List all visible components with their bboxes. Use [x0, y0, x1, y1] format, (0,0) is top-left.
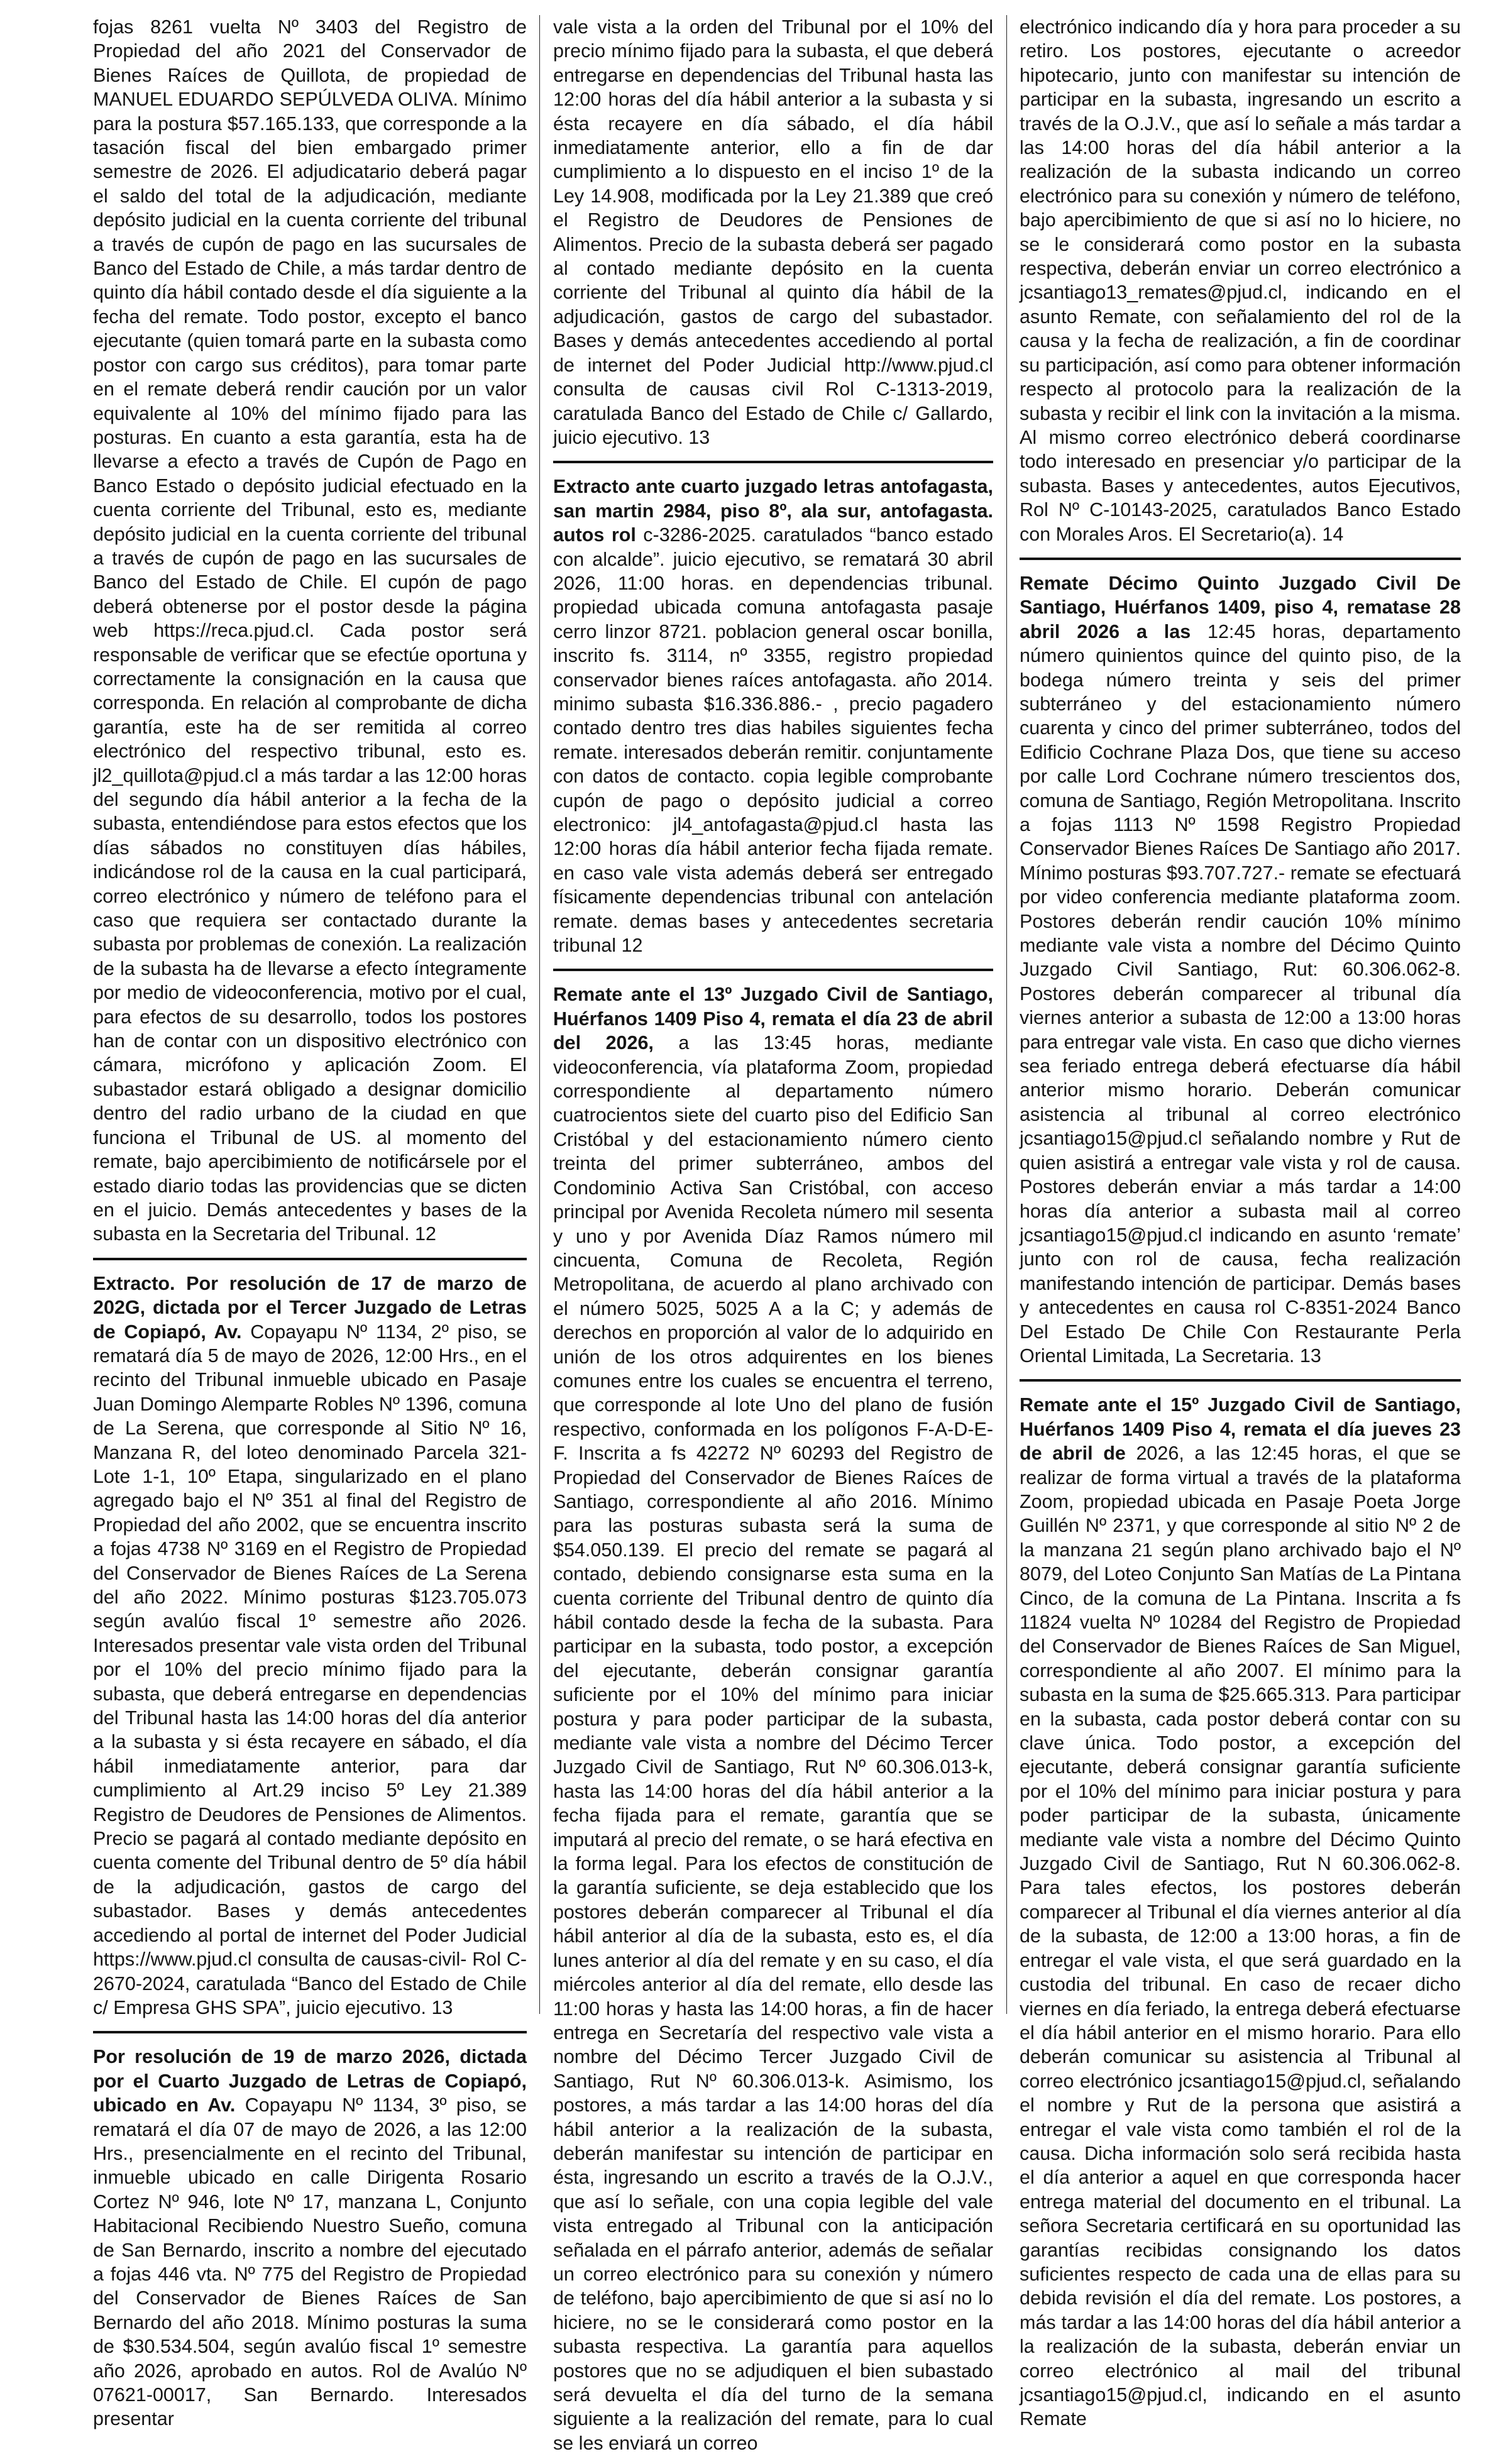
- notice-separator: [93, 1258, 527, 1260]
- notice-copiapo-tercer-juzgado: [93, 1272, 527, 2029]
- notice-separator: [93, 2031, 527, 2033]
- notice-separator: [553, 461, 993, 463]
- column-divider: [1006, 15, 1007, 2014]
- notice-body: Copayapu Nº 1134, 3º piso, se rematará el día 07 de mayo de 2026, a las 12:00 Hrs., presencialmente en el recinto del Tribunal, inmueble ubicado en calle Dirigenta Rosario Cortez Nº 946, lote Nº 17, manzana L, Conjunto Habitacional Recibiendo Nuestro Sueño, comuna de San Bernardo, inscrito a nombre del ejecutado a fojas 446 vta. Nº 775 del Registro de Propiedad del Conservador de Bienes Raíces de San Bernardo del año 2018. Mínimo posturas la suma de $30.534.504, según avalúo fiscal 1º semestre año 2026, aprobado en autos. Rol de Avalúo Nº 07621-00017, San Bernardo. Interesados presentar: [93, 2094, 527, 2430]
- notice-text: [93, 1272, 527, 2020]
- notice-body: 2026, a las 12:45 horas, el que se realizar de forma virtual a través de la plataforma Zoom, propiedad ubicada en Pasaje Poeta Jorge Guillén Nº 2371, y que corresponde al sitio Nº 2 de la manzana 21 según plano archivado bajo el Nº 8079, del Loteo Conjunto San Matías de La Pintana Cinco, de la comuna de La Pintana. Inscrita a fs 11824 vuelta Nº 10284 del Registro de Propiedad del Conservador de Bienes Raíces de San Miguel, correspondiente al año 2007. El mínimo para la subasta en la suma de $25.665.313. Para participar en la subasta, cada postor deberá contar con su clave única. Todo postor, a excepción del ejecutante, deberá consignar garantía suficiente por el 10% del mínimo para iniciar postura y para poder participar de la subasta, únicamente mediante vale vista a nombre del Décimo Quinto Juzgado Civil de Santiago, Rut N 60.306.062-8. Para tales efectos, los postores deberán comparecer al Tribunal el día viernes anterior al día de la subasta, de 12:00 a 13:00 horas, a fin de entregar el vale vista, el que será guardado en la custodia del tribunal. En caso de recaer dicho viernes en día feriado, la entrega deberá efectuarse el día hábil anterior en el mismo horario. Para ello deberán comunicar su asistencia al Tribunal al correo electrónico jcsantiago15@pjud.cl, señalando el nombre y Rut de la persona que asistirá a entregar el vale vista como también el rol de la causa. Dicha información solo será recibida hasta el día anterior a aquel en que corresponda hacer entrega material del documento en el tribunal. La señora Secretaria certificará en su oportunidad las garantías recibidas consignando los datos suficientes respecto de cada una de ellas para su debida revisión el día del remate. Los postores, a más tardar a las 14:00 horas del día hábil anterior a la realización de la subasta, deberán enviar un correo electrónico al mail del tribunal jcsantiago15@pjud.cl, indicando en el asunto Remate: [1020, 1443, 1461, 2430]
- notice-text: [553, 15, 993, 449]
- column-3: [1020, 15, 1461, 2430]
- notice-text: [553, 475, 993, 957]
- notice-separator: [1020, 558, 1461, 560]
- notice-lead: Remate ante el 13º Juzgado Civil de Santiago, Huérfanos 1409 Piso 4, remata el día 23 de abril del 2026,: [553, 984, 993, 1054]
- notice-quillota-continuation: [93, 15, 527, 1255]
- notice-13-juzgado-continuation: [1020, 15, 1461, 555]
- notice-text: [93, 2045, 527, 2431]
- notice-lead: Extracto ante cuarto juzgado letras antofagasta, san martin 2984, piso 8º, ala sur, antofagasta. autos rol: [553, 476, 993, 546]
- notice-text: [93, 15, 527, 1246]
- notice-body: Copayapu Nº 1134, 2º piso, se rematará día 5 de mayo de 2026, 12:00 Hrs., en el recinto del Tribunal inmueble ubicado en Pasaje Juan Domingo Alemparte Robles Nº 1396, comuna de La Serena, que corresponde al Sitio Nº 16, Manzana R, del loteo denominado Parcela 321-Lote 1-1, 10º Etapa, singularizado en el plano agregado bajo el Nº 351 al final del Registro de Propiedad del año 2002, que se encuentra inscrito a fojas 4738 Nº 3169 en el Registro de Propiedad del Conservador de Bienes Raíces de La Serena del año 2022. Mínimo posturas $123.705.073 según avalúo fiscal 1º semestre año 2026. Interesados presentar vale vista orden del Tribunal por el 10% del precio mínimo fijado para la subasta, que deberá entregarse en dependencias del Tribunal hasta las 14:00 horas del día anterior a la subasta y si ésta recayere en sábado, el día hábil inmediatamente anterior, para dar cumplimiento al Art.29 inciso 5º Ley 21.389 Registro de Deudores de Pensiones de Alimentos. Precio se pagará al contado mediante depósito en cuenta comente del Tribunal dentro de 5º día hábil de la adjudicación, gastos de cargo del subastador. Bases y demás antecedentes accediendo al portal de internet del Poder Judicial https://www.pjud.cl consulta de causas-civil- Rol C-2670-2024, caratulada “Banco del Estado de Chile c/ Empresa GHS SPA”, juicio ejecutivo. 13: [93, 1321, 527, 2018]
- notice-separator: [553, 969, 993, 971]
- notice-text: [553, 982, 993, 2455]
- notice-text: [1020, 15, 1461, 546]
- notice-copiapo-continuation: [553, 15, 993, 458]
- notice-13-juzgado-civil-santiago: [553, 982, 993, 2464]
- notice-text: [1020, 571, 1461, 1368]
- notice-body: electrónico indicando día y hora para proceder a su retiro. Los postores, ejecutante o acreedor hipotecario, junto con manifestar su intención de participar en la subasta, ingresando un escrito a través de la O.J.V., que así lo señale a más tardar a las 14:00 horas del día hábil anterior a la realización de la subasta indicando un correo electrónico para su conexión y número de teléfono, bajo apercibimiento de que si así no lo hiciere, no se le considerará como postor en la subasta respectiva, deberán enviar un correo electrónico a jcsantiago13_remates@pjud.cl, indicando en el asunto Remate, con señalamiento del rol de la causa y la fecha de realización, a fin de coordinar su participación, así como para obtener información respecto al protocolo para la realización de la subasta y recibir el link con la invitación a la misma. Al mismo correo electrónico deberá coordinarse todo interesado en presenciar y/o participar de la subasta. Bases y antecedentes, autos Ejecutivos, Rol Nº C-10143-2025, caratulados Banco Estado con Morales Aros. El Secretario(a). 14: [1020, 16, 1461, 545]
- notice-copiapo-cuarto-juzgado: [93, 2045, 527, 2440]
- notice-separator: [1020, 1379, 1461, 1382]
- notice-15-juzgado-civil-cochrane: [1020, 571, 1461, 1377]
- notice-text: [1020, 1393, 1461, 2431]
- notice-body: c-3286-2025. caratulados “banco estado con alcalde”. juicio ejecutivo, se rematará 30 abril 2026, 11:00 horas. en dependencias tribunal. propiedad ubicada comuna antofagasta pasaje cerro linzor 8721. poblacion general oscar bonilla, inscrito fs. 3114, nº 3355, registro propiedad conservador bienes raíces antofagasta. año 2014. minimo subasta $16.336.886.- , precio pagadero contado dentro tres dias habiles siguientes fecha remate. interesados deberán remitir. conjuntamente con datos de contacto. copia legible comprobante cupón de pago o depósito judicial a correo electronico: jl4_antofagasta@pjud.cl hasta las 12:00 horas día hábil anterior fecha fijada remate. en caso vale vista además deberá ser entregado físicamente dependencias tribunal con antelación remate. demas bases y antecedentes secretaria tribunal 12: [553, 524, 993, 957]
- notice-lead: Extracto. Por resolución de 17 de marzo de 202G, dictada por el Tercer Juzgado de Letras de Copiapó, Av.: [93, 1272, 527, 1343]
- notice-body: fojas 8261 vuelta Nº 3403 del Registro de Propiedad del año 2021 del Conservador de Bienes Raíces de Quillota, de propiedad de MANUEL EDUARDO SEPÚLVEDA OLIVA. Mínimo para la postura $57.165.133, que corresponde a la tasación fiscal del bien embargado primer semestre de 2026. El adjudicatario deberá pagar el saldo del total de la adjudicación, mediante depósito judicial en la cuenta corriente del tribunal a través de cupón de pago en las sucursales de Banco del Estado de Chile, a más tardar dentro de quinto día hábil contado desde el día siguiente a la fecha del remate. Todo postor, excepto el banco ejecutante (quien tomará parte en la subasta como postor con cargo sus créditos), para tomar parte en el remate deberá rendir caución por un valor equivalente al 10% del mínimo fijado para las posturas. En cuanto a esta garantía, esta ha de llevarse a efecto a través de Cupón de Pago en Banco Estado o depósito judicial efectuado en la cuenta corriente del Tribunal, esto es, mediante depósito judicial en la cuenta corriente del tribunal a través de cupón de pago en las sucursales de Banco del Estado de Chile. El cupón de pago deberá obtenerse por el postor desde la página web https://reca.pjud.cl. Cada postor será responsable de verificar que se efectúe oportuna y correctamente la consignación en la causa que corresponda. En relación al comprobante de dicha garantía, este ha de ser remitida al correo electrónico del respectivo tribunal, esto es. jl2_quillota@pjud.cl a más tardar a las 12:00 horas del segundo día hábil anterior a la fecha de la subasta, entendiéndose para estos efectos que los días sábados no constituyen días hábiles, indicándose rol de la causa en la cual participará, correo electrónico y número de teléfono para el caso que requiera ser contactado durante la subasta por problemas de conexión. La realización de la subasta ha de llevarse a efecto íntegramente por medio de videoconferencia, motivo por el cual, para efectos de su desarrollo, todos los postores han de contar con un dispositivo electrónico con cámara, micrófono y aplicación Zoom. El subastador estará obligado a designar domicilio dentro del radio urbano de la ciudad en que funciona el Tribunal de US. al momento del remate, bajo apercibimiento de notificársele por el estado diario todas las providencias que se dicten en el juicio. Demás antecedentes y bases de la subasta en la Secretaria del Tribunal. 12: [93, 16, 527, 1245]
- notice-body: 12:45 horas, departamento número quinientos quince del quinto piso, de la bodega número treinta y seis del primer subterráneo y del estacionamiento número cuarenta y cinco del primer subterráneo, todos del Edificio Cochrane Plaza Dos, que tiene su acceso por calle Lord Cochrane número trescientos dos, comuna de Santiago, Región Metropolitana. Inscrito a fojas 1113 Nº 1598 Registro Propiedad Conservador Bienes Raíces De Santiago año 2017. Mínimo posturas $93.707.727.- remate se efectuará por video conferencia mediante plataforma zoom. Postores deberán rendir caución 10% mínimo mediante vale vista a nombre del Décimo Quinto Juzgado Civil Santiago, Rut: 60.306.062-8. Postores deberán comparecer al tribunal día viernes anterior a subasta de 12:00 a 13:00 horas para entregar vale vista. En caso que dicho viernes sea feriado entrega deberá efectuarse día hábil anterior mismo horario. Deberán comunicar asistencia al tribunal al correo electrónico jcsantiago15@pjud.cl señalando nombre y Rut de quien asistirá a entregar vale vista y rol de causa. Postores deberán enviar a más tardar a 14:00 horas día anterior a subasta mail al correo jcsantiago15@pjud.cl indicando en asunto ‘remate’ junto con rol de causa, fecha realización manifestando intención de participar. Demás bases y antecedentes en causa rol C-8351-2024 Banco Del Estado De Chile Con Restaurante Perla Oriental Limitada, La Secretaria. 13: [1020, 620, 1461, 1367]
- notice-body: a las 13:45 horas, mediante videoconferencia, vía plataforma Zoom, propiedad correspondiente al departamento número cuatrocientos siete del cuarto piso del Edificio San Cristóbal y del estacionamiento número ciento treinta del primer subterráneo, ambos del Condominio Activa San Cristóbal, con acceso principal por Avenida Recoleta número mil sesenta y uno y por Avenida Díaz Ramos número mil cincuenta, Comuna de Recoleta, Región Metropolitana, de acuerdo al plano archivado con el número 5025, 5025 A a la C; y además de derechos en proporción al valor de lo adquirido en unión de los otros adquirentes en los bienes comunes entre los cuales se encuentra el terreno, que corresponde al lote Uno del plano de fusión respectivo, conformada en los polígonos F-A-D-E-F. Inscrita a fs 42272 Nº 60293 del Registro de Propiedad del Conservador de Bienes Raíces de Santiago, correspondiente al año 2016. Mínimo para las posturas subasta será la suma de $54.050.139. El precio del remate se pagará al contado, debiendo consignarse esta suma en la cuenta corriente del Tribunal dentro de quinto día hábil contado desde la fecha de la subasta. Para participar en la subasta, todo postor, a excepción del ejecutante, deberán consignar garantía suficiente por el 10% del mínimo para iniciar postura y para poder participar de la subasta, mediante vale vista a nombre del Décimo Tercer Juzgado Civil de Santiago, Rut Nº 60.306.013-k, hasta las 14:00 horas del día hábil anterior a la fecha fijada para el remate, garantía que se imputará al precio del remate, o se hará efectiva en la forma legal. Para los efectos de constitución de la garantía suficiente, se deja establecido que los postores deberán comparecer al Tribunal el día hábil anterior al día de la subasta, esto es, el día lunes anterior al día del remate y en su caso, el día miércoles anterior al día del remate, ello desde las 11:00 horas y hasta las 14:00 horas, a fin de hacer entrega en Secretaría del respectivo vale vista a nombre del Décimo Tercer Juzgado Civil de Santiago, Rut Nº 60.306.013-k. Asimismo, los postores, a más tardar a las 14:00 horas del día hábil anterior a la realización de la subasta, deberán manifestar su intención de participar en ésta, ingresando un escrito a través de la O.J.V., que así lo señale, con una copia legible del vale vista entregado al Tribunal con la anticipación señalada en el párrafo anterior, además de señalar un correo electrónico para su conexión y número de teléfono, bajo apercibimiento de que si así no lo hiciere, no se le considerará como postor en la subasta respectiva. La garantía para aquellos postores que no se adjudiquen el bien subastado será devuelta el día del turno de la semana siguiente a la realización del remate, para lo cual se les enviará un correo: [553, 1032, 993, 2454]
- notice-lead: Remate ante el 15º Juzgado Civil de Santiago, Huérfanos 1409 Piso 4, remata el día jueves 23 de abril de: [1020, 1394, 1461, 1465]
- notice-lead: Remate Décimo Quinto Juzgado Civil De Santiago, Huérfanos 1409, piso 4, rematase 28 abril 2026 a las: [1020, 572, 1461, 642]
- notice-lead: Por resolución de 19 de marzo 2026, dictada por el Cuarto Juzgado de Letras de Copiapó, ubicado en Av.: [93, 2046, 527, 2116]
- column-2: [553, 15, 993, 2454]
- notice-antofagasta: [553, 475, 993, 966]
- notice-body: vale vista a la orden del Tribunal por el 10% del precio mínimo fijado para la subasta, el que deberá entregarse en dependencias del Tribunal hasta las 12:00 horas del día hábil anterior a la subasta y si ésta recayere en día sábado, el día hábil inmediatamente anterior, ello a fin de dar cumplimiento a lo dispuesto en el inciso 1º de la Ley 14.908, modificada por la Ley 21.389 que creó el Registro de Deudores de Pensiones de Alimentos. Precio de la subasta deberá ser pagado al contado mediante depósito en la cuenta corriente del Tribunal al quinto día hábil de la adjudicación, gastos de cargo del subastador. Bases y demás antecedentes accediendo al portal de internet del Poder Judicial http://www.pjud.cl consulta de causas civil Rol C-1313-2019, caratulada Banco del Estado de Chile c/ Gallardo, juicio ejecutivo. 13: [553, 16, 993, 448]
- notice-15-juzgado-civil-la-pintana: [1020, 1393, 1461, 2439]
- column-1: [93, 15, 527, 2430]
- column-divider: [539, 15, 540, 2014]
